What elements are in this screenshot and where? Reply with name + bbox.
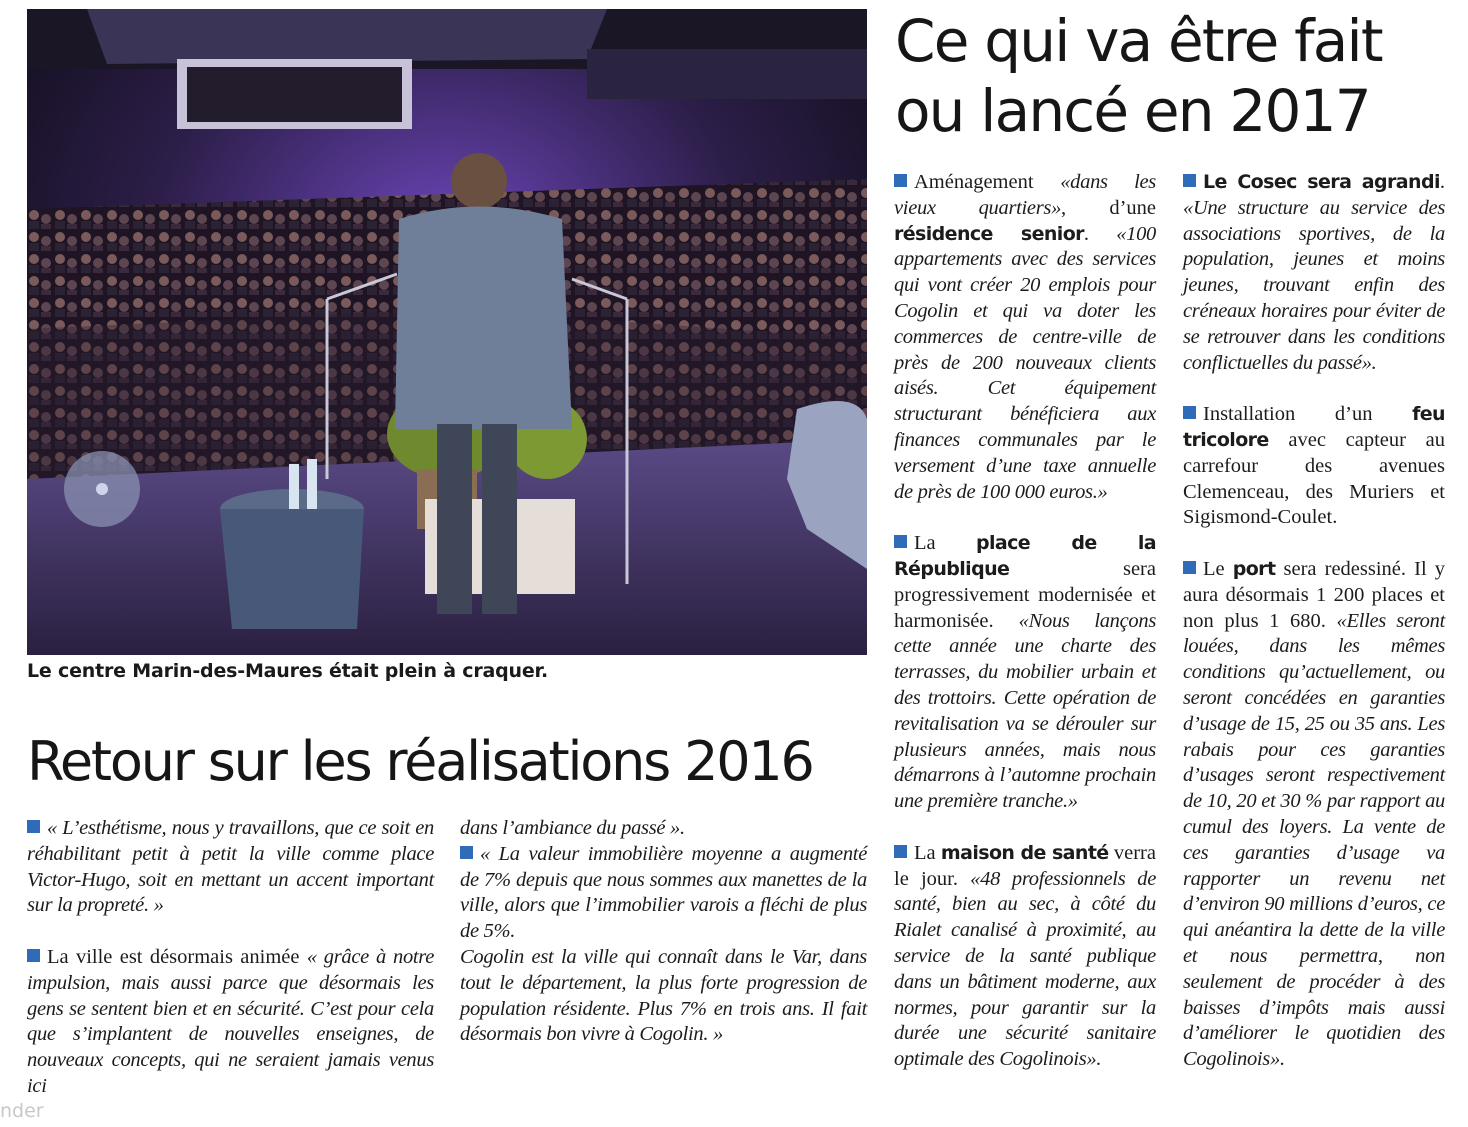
column-3 <box>894 170 1156 1073</box>
item-port: Le port sera redessiné. Il y aura désormais 1 200 places et non plus 1 680. «Elles seront louées, dans les mêmes conditions qu’actuellement, ou seront concédées en garanties d’usage de 15, 25 ou 35 ans. Les rabais pour ces garanties d’usages seront respectivement de 10, 20 et 30 % par rapport au cumul des loyers. La vente de ces garanties d’usage va rapporter un revenu net d’environ 90 millions d’euros, ce qui anéantira la dette de la ville et nous permettra, non seulement de procéder à des baisses d’impôts mais aussi d’améliorer le quotidien des Cogolinois». <box>1183 557 1445 1071</box>
article-photo <box>27 9 867 655</box>
bullet-square-icon <box>27 820 40 833</box>
watermark-text: nder <box>0 1100 44 1122</box>
paragraph-esthetisme: « L’esthétisme, nous y travaillons, que ce soit en réhabilitant petit à petit la ville comme place Victor-Hugo, soit en mettant un accent important sur la propreté. » <box>27 817 434 917</box>
bullet-square-icon <box>894 845 907 858</box>
bullet-square-icon <box>1183 174 1196 187</box>
bullet-square-icon <box>1183 561 1196 574</box>
column-1 <box>27 816 434 1100</box>
bullet-square-icon <box>894 174 907 187</box>
bullet-square-icon <box>1183 406 1196 419</box>
item-cosec: Le Cosec sera agrandi. «Une structure au service des associations sportives, de la population, jeunes et moins jeunes, trouvant enfin des créneaux horaires pour éviter de se retrouver dans les conditions conflictuelles du passé». <box>1183 171 1445 374</box>
bullet-square-icon <box>894 535 907 548</box>
item-place-republique: La place de la République sera progressivement modernisée et harmonisée. «Nous lançons cette année une charte des terrasses, du mobilier urbain et des trottoirs. Cette opération de revitalisation va se dérouler sur plusieurs années, mais nous démarrons à l’automne prochain une première tranche.» <box>894 532 1156 813</box>
paragraph-ville-animee: La ville est désormais animée « grâce à notre impulsion, mais aussi parce que désormais les gens se sentent bien et en sécurité. C’est pour cela que s’implantent de nouvelles enseignes, de nouveaux concepts, qui ne seraient jamais venus ici <box>27 945 435 1097</box>
paragraph-population: Cogolin est la ville qui connaît dans le Var, dans tout le département, la plus forte progression de population résidente. Plus 7% en trois ans. Il fait désormais bon vivre à Cogolin. » <box>460 945 867 1046</box>
bullet-square-icon <box>460 846 473 859</box>
bullet-square-icon <box>27 949 40 962</box>
photo-caption: Le centre Marin-des-Maures était plein à craquer. <box>27 660 549 682</box>
column-4 <box>1183 170 1445 1073</box>
item-residence-senior: Aménagement «dans les vieux quartiers», d’une résidence senior. «100 appartements avec des services qui vont créer 20 emplois pour Cogolin et qui va doter les commerces de centre-ville de près de 200 nouveaux clients aisés. Cet équipement structurant bénéficiera aux finances communales par le versement d’une taxe annuelle de près de 100 000 euros.» <box>894 171 1156 503</box>
item-feu-tricolore: Installation d’un feu tricolore avec capteur au carrefour des avenues Clemenceau, des Muriers et Sigismond-Coulet. <box>1183 403 1445 529</box>
paragraph-continuation: dans l’ambiance du passé ». <box>460 817 685 839</box>
paragraph-valeur-immobiliere: « La valeur immobilière moyenne a augmenté de 7% depuis que nous sommes aux manettes de la ville, alors que l’immobilier varois a fléchi de plus de 5%. <box>460 842 867 943</box>
column-2 <box>460 816 867 1048</box>
photo-scene <box>27 9 867 655</box>
item-maison-sante: La maison de santé verra le jour. «48 professionnels de santé, bien au sec, à côté du Rialet canalisé à proximité, au service de la santé publique dans un bâtiment moderne, aux normes, pour garantir sur la durée une sécurité sanitaire optimale des Cogolinois». <box>894 841 1157 1071</box>
headline-2017: Ce qui va être fait ou lancé en 2017 <box>895 7 1382 145</box>
headline-realisations-2016: Retour sur les réalisations 2016 <box>27 730 813 793</box>
